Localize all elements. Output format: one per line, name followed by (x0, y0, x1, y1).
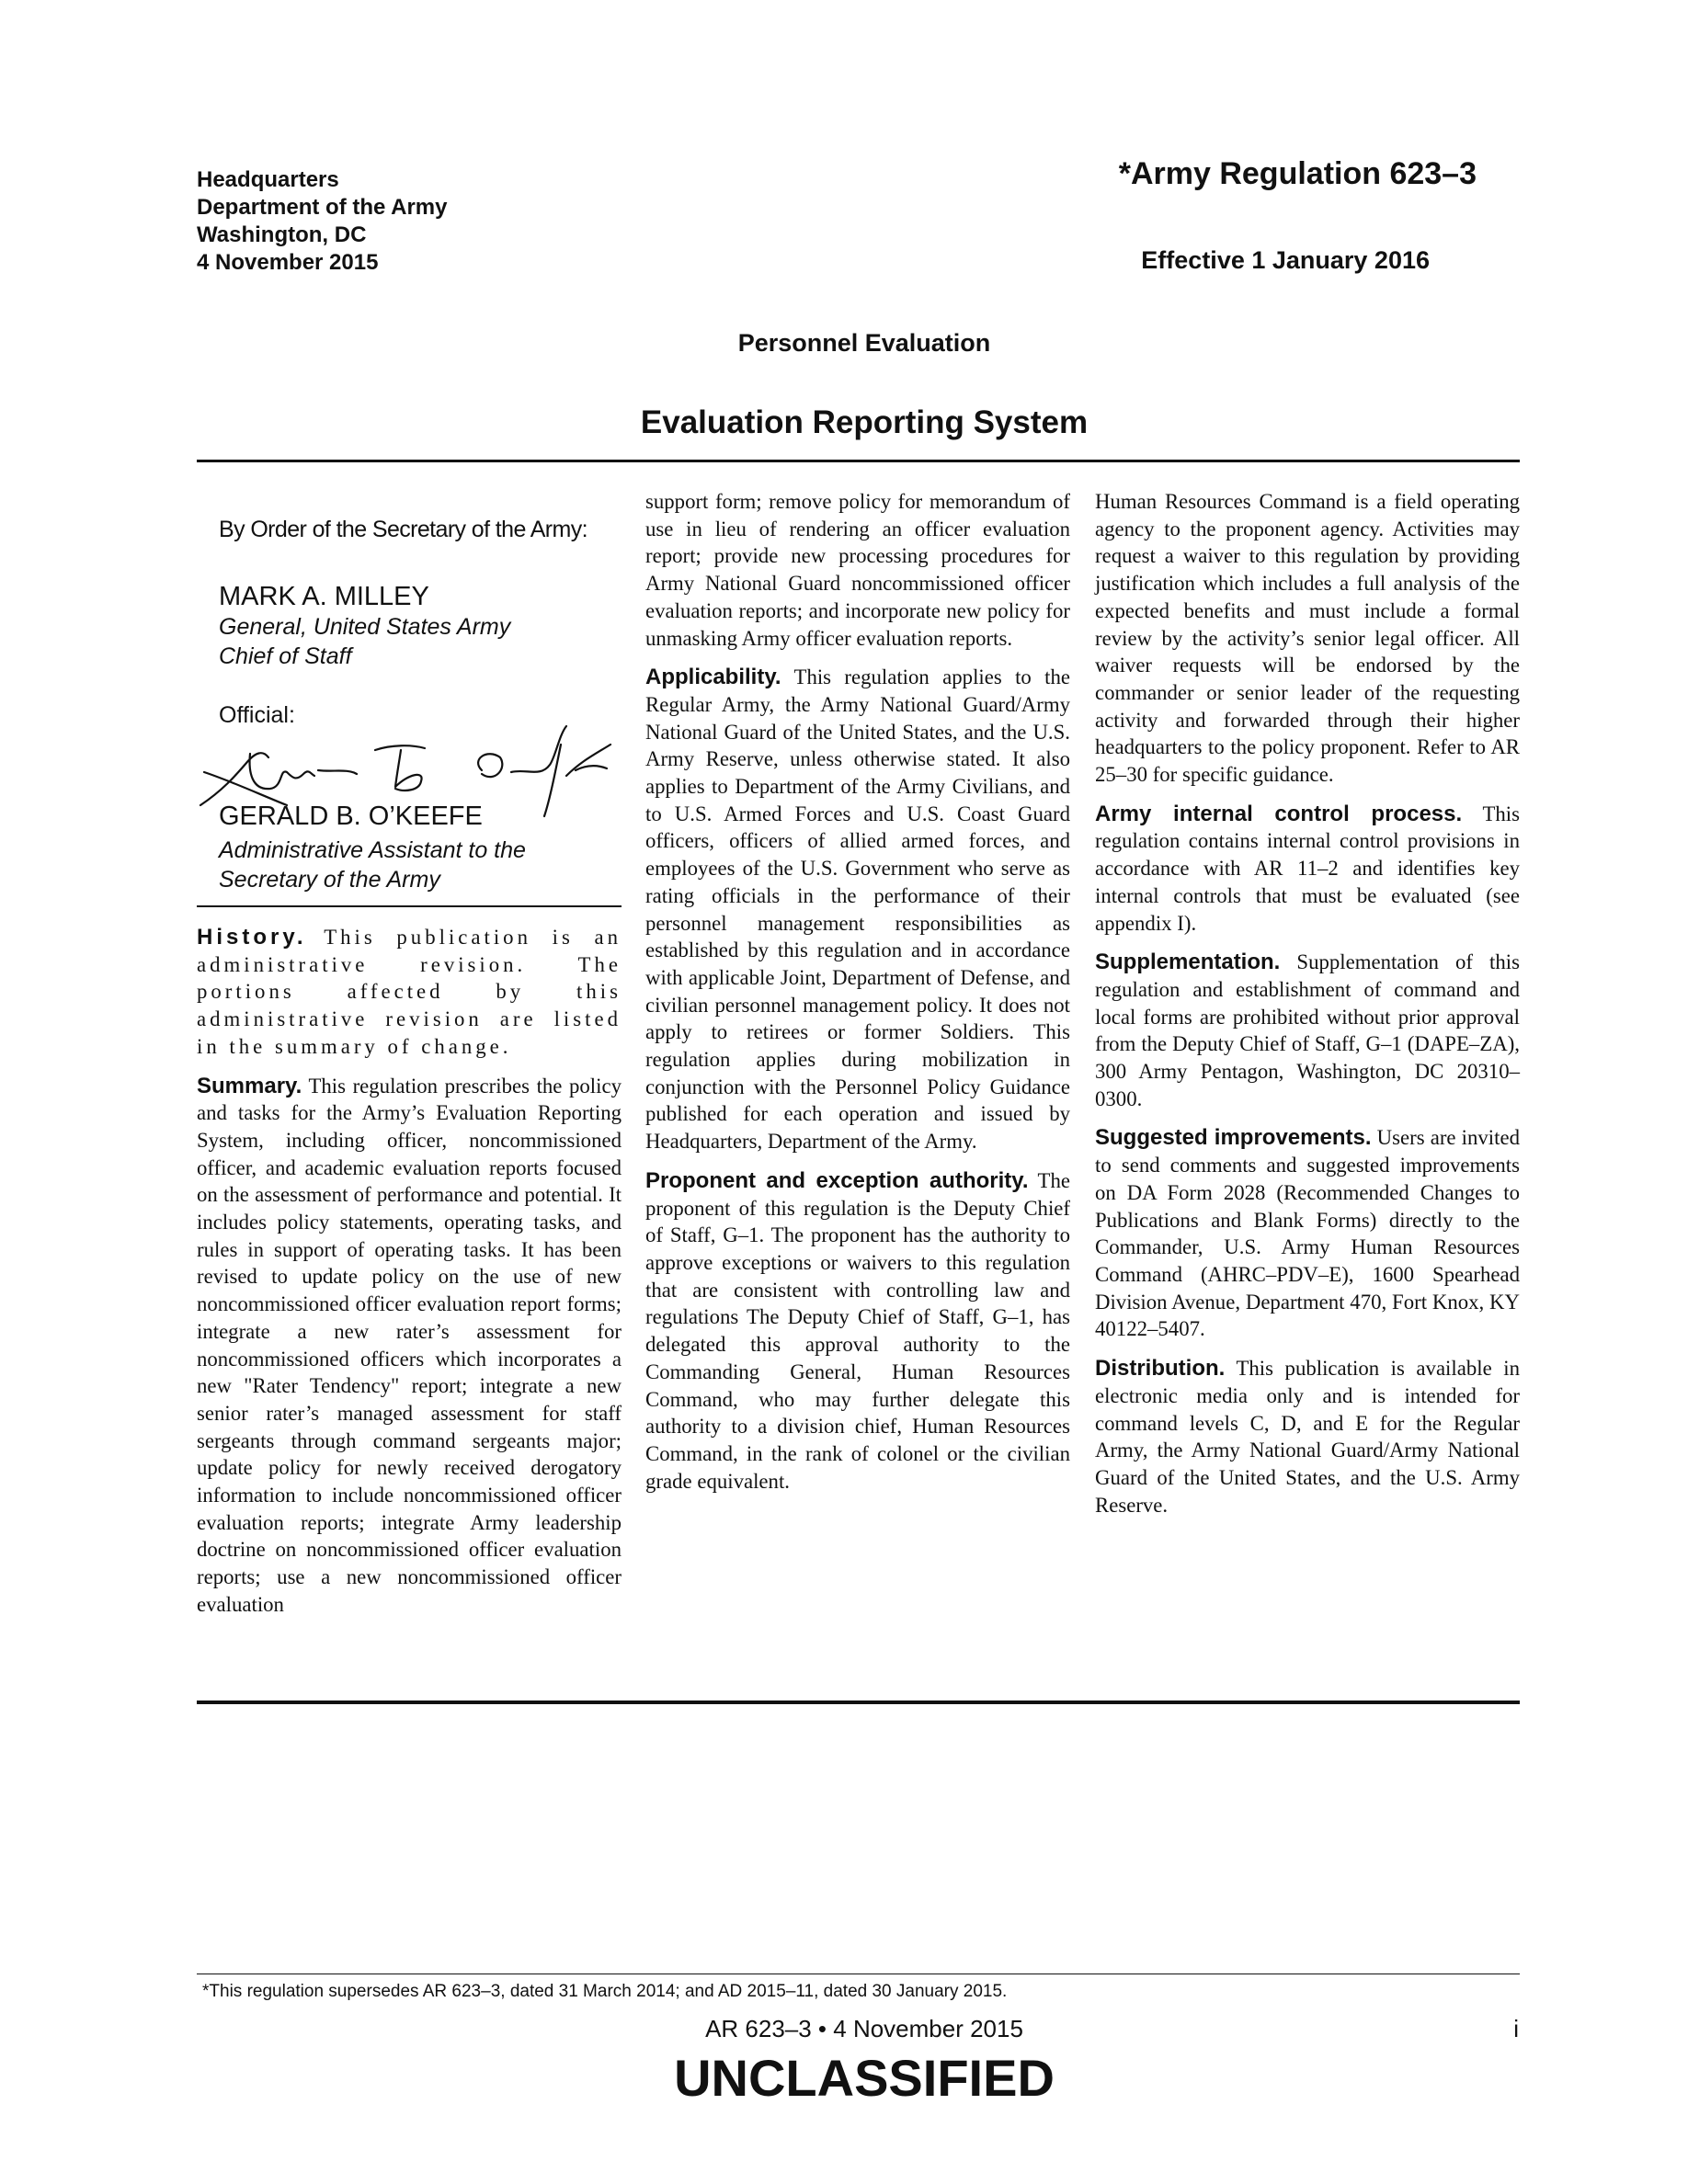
summary-continuation: support form; remove policy for memorandum of use in lieu of rendering an officer evaluation report; provide new processing procedures for Army National Guard noncommissioned officer evaluation reports; and incorporate new policy for unmasking Army officer evaluation reports. (645, 490, 1070, 650)
classification-marking: UNCLASSIFIED (674, 2049, 1055, 2107)
section-heading: History. (197, 925, 307, 950)
org-line: Washington, DC (197, 222, 367, 247)
section-text: This regulation contains internal control provisions in accordance with AR 11–2 and identifies key internal controls that must be evaluated (see appendix I). (1095, 802, 1520, 935)
section-text: The proponent of this regulation is the Deputy Chief of Staff, G–1. The proponent has the authority to approve exceptions or waivers to this regulation that are consistent with controlling law and regulations The Deputy Chief of Staff, G–1, has delegated this approval authority to the Commanding General, Human Resources Command, who may further delegate this authority to a division chief, Human Resources Command, in the rank of colonel or the civilian grade equivalent. (645, 1168, 1070, 1493)
admin-title (219, 836, 526, 894)
section-heading: Distribution. (1095, 1356, 1226, 1382)
signature-divider (197, 905, 622, 907)
suggested-improvements-paragraph (1095, 1124, 1520, 1343)
by-order-line: By Order of the Secretary of the Army: (219, 517, 587, 542)
org-line: 4 November 2015 (197, 250, 379, 275)
page-number: i (1513, 2015, 1519, 2042)
column-3 (1095, 488, 1520, 1530)
title-divider (197, 460, 1520, 462)
section-heading: Proponent and exception authority. (645, 1167, 1029, 1193)
history-paragraph (197, 924, 622, 1061)
section-heading: Applicability. (645, 665, 781, 690)
proponent-continuation: Human Resources Command is a field operating agency to the proponent agency. Activities may request a waiver to this regulation by providing justification which includes a full analysis of the expected benefits and must include a formal review by the activity’s senior legal officer. All waiver requests will be endorsed by the commander or senior leader of the requesting activity and forwarded through their higher headquarters to the policy proponent. Refer to AR 25–30 for specific guidance. (1095, 490, 1520, 787)
section-heading: Summary. (197, 1073, 302, 1098)
internal-control-paragraph (1095, 801, 1520, 938)
section-text: This regulation prescribes the policy and tasks for the Army’s Evaluation Reporting System, including officer, noncommissioned officer, and academic evaluation reports focused on the assessment of performance and potential. It includes policy statements, operating tasks, and rules in support of operating tasks. It has been revised to update policy on the use of new noncommissioned officer evaluation report forms; integrate a new rater’s assessment for noncommissioned officers which incorporates a new "Rater Tendency" report; integrate a new senior rater’s managed assessment for staff sergeants through command sergeants major; update policy for newly received derogatory information to include noncommissioned officer evaluation reports; integrate Army leadership doctrine on noncommissioned officer evaluation reports; use a new noncommissioned officer evaluation (197, 1074, 622, 1616)
regulation-number: *Army Regulation 623–3 (1118, 156, 1477, 191)
supersedes-footnote: *This regulation supersedes AR 623–3, dated 31 March 2014; and AD 2015–11, dated 30 January 2015. (202, 1982, 1008, 2001)
distribution-paragraph (1095, 1355, 1520, 1519)
org-line: Department of the Army (197, 195, 448, 220)
section-text: Supplementation of this regulation and establishment of command and local forms are prohibited without prior approval from the Deputy Chief of Staff, G–1 (DAPE–ZA), 300 Army Pentagon, Washington, DC 20310–0300. (1095, 950, 1520, 1110)
section-text: This publication is available in electronic media only and is intended for command levels C, D, and E for the Regular Army, the Army National Guard/Army National Guard of the United States, and the U.S. Army Reserve. (1095, 1357, 1520, 1517)
document-title: Evaluation Reporting System (640, 404, 1089, 440)
section-heading: Suggested improvements. (1095, 1125, 1372, 1151)
summary-paragraph (197, 1073, 622, 1619)
admin-title-line: Administrative Assistant to the (219, 837, 526, 863)
section-text: Users are invited to send comments and suggested improvements on DA Form 2028 (Recommended Changes to Publications and Blank Forms) directly to the Commander, U.S. Army Human Resources Command (AHRC–PDV–E), 1600 Spearhead Division Avenue, Department 470, Fort Knox, KY 40122–5407. (1095, 1126, 1520, 1341)
supplementation-paragraph (1095, 949, 1520, 1112)
proponent-paragraph (645, 1167, 1070, 1495)
column-1 (197, 924, 622, 1631)
page-footer: AR 623–3 • 4 November 2015 (705, 2015, 1023, 2042)
official-label: Official: (219, 702, 295, 728)
org-line: Headquarters (197, 167, 339, 192)
signature-block (219, 517, 633, 893)
column-2 (645, 488, 1070, 1507)
series-title: Personnel Evaluation (737, 329, 991, 357)
section-heading: Supplementation. (1095, 950, 1281, 975)
section-text: This regulation applies to the Regular Army, the Army National Guard/Army National Guard of the United States, and the U.S. Army Reserve, unless otherwise stated. It also applies to Department of the Army Civilians, and to U.S. Armed Forces and U.S. Coast Guard officers, officers of allied armed forces, and employees of the U.S. Government who serve as rating officials in the performance of their personnel management responsibilities as established by this regulation and in accordance with applicable Joint, Department of Defense, and civilian personnel management policy. It does not apply to retirees or former Soldiers. This regulation applies during mobilization in conjunction with the Personnel Policy Guidance published for each operation and issued by Headquarters, Department of the Army. (645, 665, 1070, 1154)
body-divider (197, 1701, 1520, 1704)
signer-title: General, United States Army (219, 614, 511, 640)
admin-name: GERALD B. O’KEEFE (219, 802, 483, 831)
section-heading: Army internal control process. (1095, 801, 1463, 826)
section-text: This publication is an administrative revision. The portions affected by this administrative revision are listed in the summary of change. (197, 926, 622, 1058)
admin-title-line: Secretary of the Army (219, 867, 440, 893)
signer-title: Chief of Staff (219, 643, 352, 669)
effective-date: Effective 1 January 2016 (1141, 246, 1430, 274)
signer-name: MARK A. MILLEY (219, 582, 429, 611)
issuing-organization (197, 166, 447, 277)
applicability-paragraph (645, 664, 1070, 1155)
